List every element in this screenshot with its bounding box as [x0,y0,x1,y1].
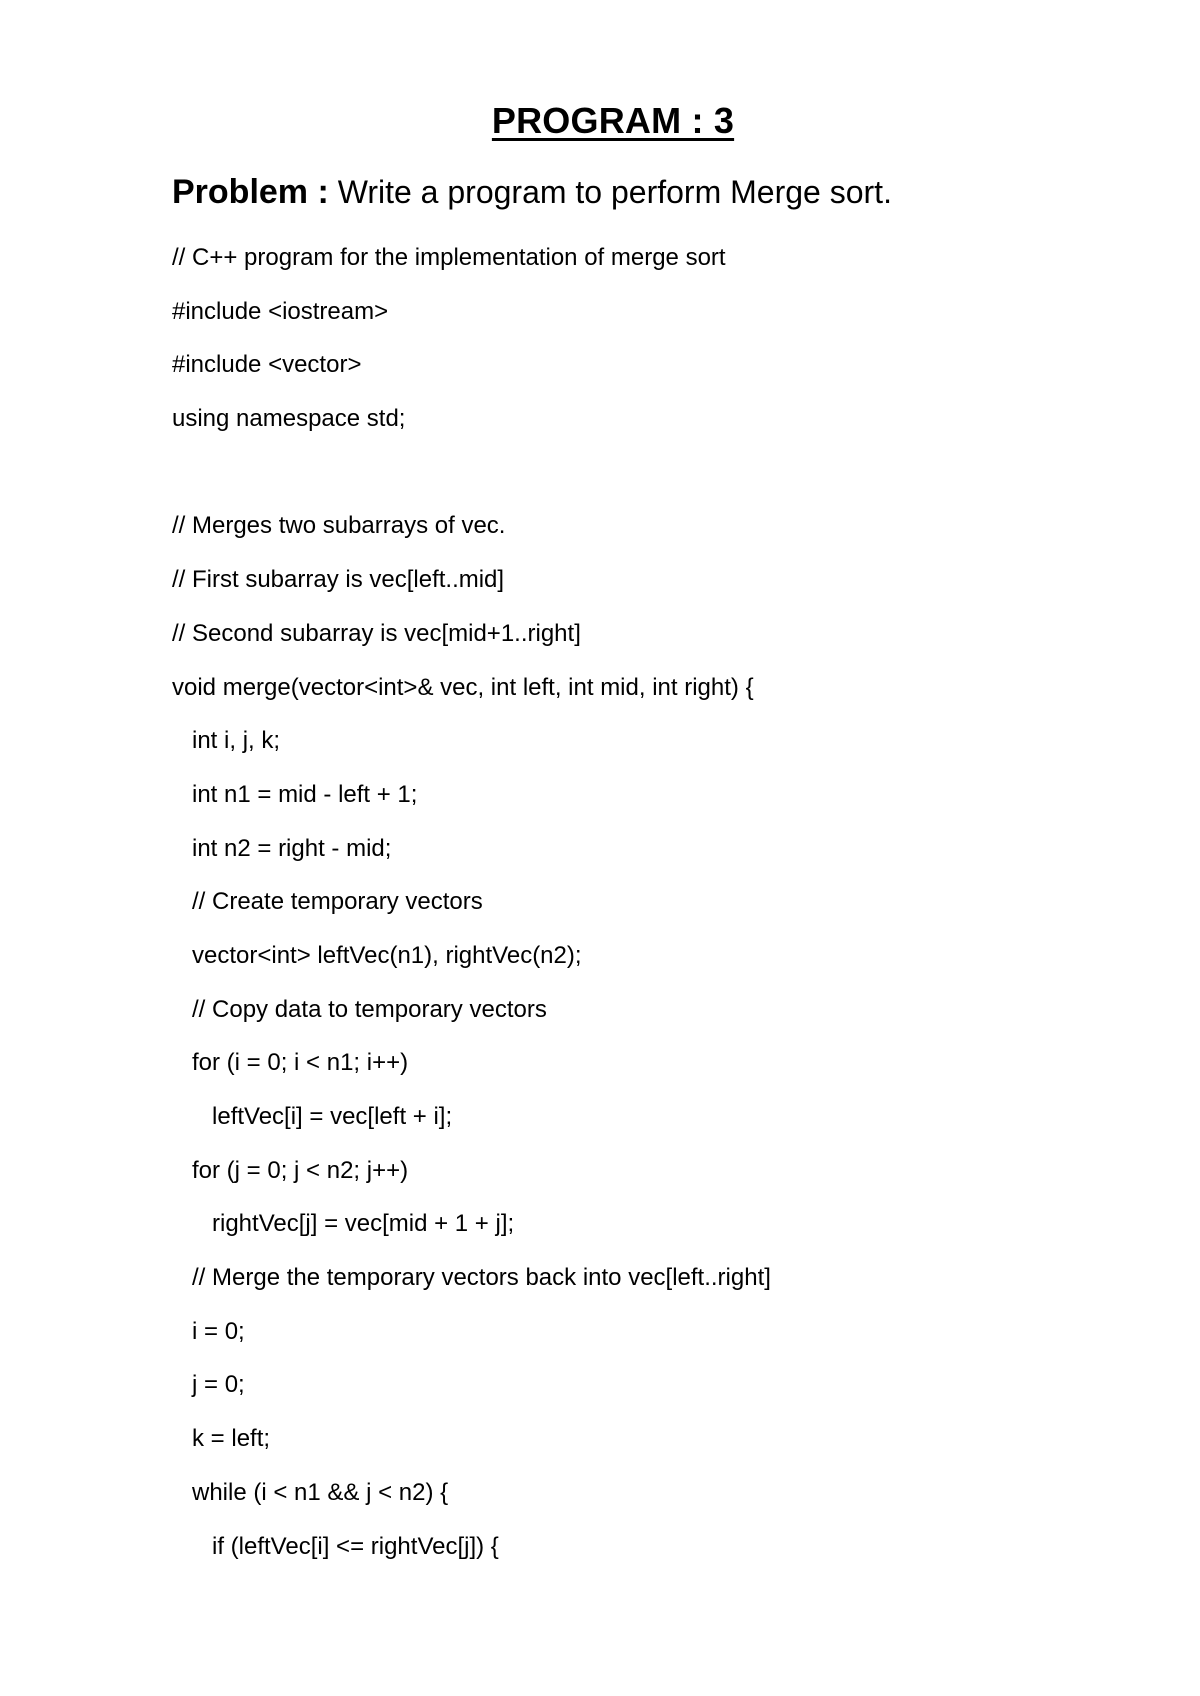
program-title: PROGRAM : 3 [491,100,735,141]
code-line: i = 0; [172,1317,245,1345]
code-line: vector<int> leftVec(n1), rightVec(n2); [172,941,582,969]
code-line: rightVec[j] = vec[mid + 1 + j]; [172,1210,515,1238]
code-line: using namespace std; [172,405,406,433]
problem-statement [172,173,892,212]
code-line: // Merges two subarrays of vec. [172,512,506,540]
code-line: k = left; [172,1425,271,1453]
code-line: while (i < n1 && j < n2) { [172,1478,449,1506]
code-line: // Second subarray is vec[mid+1..right] [172,619,581,647]
code-line: void merge(vector<int>& vec, int left, int mid, int right) { [172,673,754,701]
code-line [172,453,771,507]
code-listing [172,238,771,1580]
code-line: // Copy data to temporary vectors [172,995,547,1023]
problem-label: Problem : [172,173,329,211]
code-line: if (leftVec[i] <= rightVec[j]) { [172,1532,499,1560]
code-line: j = 0; [172,1371,245,1399]
code-line: int n1 = mid - left + 1; [172,780,418,808]
code-line: for (j = 0; j < n2; j++) [172,1156,409,1184]
code-line: leftVec[i] = vec[left + i]; [172,1103,453,1130]
code-line: int i, j, k; [172,727,281,755]
code-line: for (i = 0; i < n1; i++) [172,1049,409,1077]
code-line: #include <iostream> [172,297,389,325]
code-line: int n2 = right - mid; [172,834,392,862]
code-line: // Create temporary vectors [172,888,483,916]
code-line: // First subarray is vec[left..mid] [172,566,505,594]
code-line: // Merge the temporary vectors back into vec[left..right] [172,1264,771,1292]
code-line: #include <vector> [172,351,362,379]
code-line: // C++ program for the implementation of merge sort [172,244,726,271]
problem-text: Write a program to perform Merge sort. [328,174,892,210]
